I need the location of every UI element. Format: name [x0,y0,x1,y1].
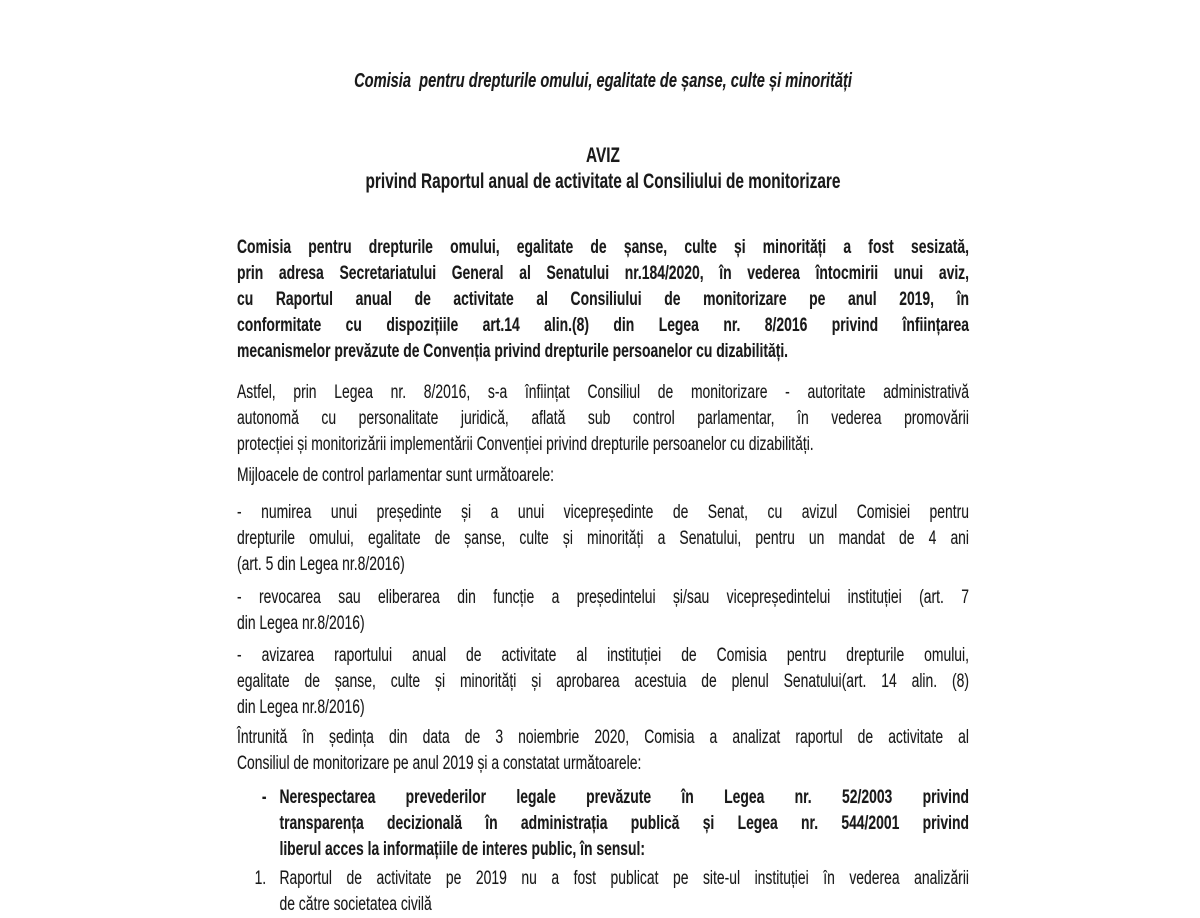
text-line: de către societatea civilă [279,894,432,915]
text-line: - avizarea raportului anual de activitate al instituției de Comisia pentru drepturile omului, [237,645,969,666]
dash-bullet-marker: - [261,787,267,808]
text-line: mecanismelor prevăzute de Convenția privind drepturile persoanelor cu dizabilități. [237,341,789,362]
text-line: conformitate cu dispozițiile art.14 alin.(8) din Legea nr. 8/2016 privind înființarea [237,315,969,336]
text-line: protecției și monitorizării implementării Convenției privind drepturile persoanelor cu dizabilități. [237,434,814,455]
text-line: Comisia pentru drepturile omului, egalitate de șanse, culte și minorități a fost sesizată, [237,237,969,258]
bullet-revocare [237,585,969,637]
bullet-avizare [237,643,969,721]
text-line: din Legea nr.8/2016) [237,697,365,718]
text-line: drepturile omului, egalitate de șanse, culte și minorități a Senatului, pentru un mandat de 4 ani [237,528,969,549]
text-line: cu Raportul anual de activitate al Consiliului de monitorizare pe anul 2019, în [237,289,969,310]
document-title-aviz: AVIZ [586,144,620,167]
text-line: Întrunită în ședința din data de 3 noiembrie 2020, Comisia a analizat raportul de activitate al [237,727,969,748]
text-line: (art. 5 din Legea nr.8/2016) [237,554,405,575]
text-line: Raportul de activitate pe 2019 nu a fost publicat pe site-ul instituției în vederea analizării [279,868,969,889]
committee-title: Comisia pentru drepturile omului, egalitate de șanse, culte și minorități [354,70,852,92]
text-line: Nerespectarea prevederilor legale prevăzute în Legea nr. 52/2003 privind [279,787,969,808]
text-line: Astfel, prin Legea nr. 8/2016, s-a înființat Consiliul de monitorizare - autoritate administrativă [237,382,969,403]
paragraph-mijloace-intro: Mijloacele de control parlamentar sunt următoarele: [237,465,554,486]
text-line: liberul acces la informațiile de interes public, în sensul: [279,839,646,860]
text-line: Consiliul de monitorizare pe anul 2019 și a constatat următoarele: [237,753,642,774]
text-line: - revocarea sau eliberarea din funcție a președintelui și/sau vicepreședintelui instituției (art. 7 [237,587,969,608]
document-content [237,0,969,918]
text-line: prin adresa Secretariatului General al Senatului nr.184/2020, în vederea întocmirii unui aviz, [237,263,969,284]
bullet-numire [237,500,969,578]
text-line: din Legea nr.8/2016) [237,613,365,634]
document-title [237,143,969,195]
number-marker: 1. [254,868,267,889]
list-item-constatare [237,785,969,863]
paragraph-sedinta [237,725,969,777]
paragraph-infiintare [237,380,969,458]
text-line: autonomă cu personalitate juridică, aflată sub control parlamentar, în vederea promovării [237,408,969,429]
list-item-punct-1 [237,866,969,918]
paragraph-sesizare [237,235,969,365]
text-line: egalitate de șanse, culte și minorități și aprobarea acestuia de plenul Senatului(art. 14 alin. (8) [237,671,969,692]
text-line: transparența decizională în administrația publică și Legea nr. 544/2001 privind [279,813,969,834]
text-line: - numirea unui președinte și a unui vicepreședinte de Senat, cu avizul Comisiei pentru [237,502,969,523]
document-title-subject: privind Raportul anual de activitate al Consiliului de monitorizare [365,170,841,193]
